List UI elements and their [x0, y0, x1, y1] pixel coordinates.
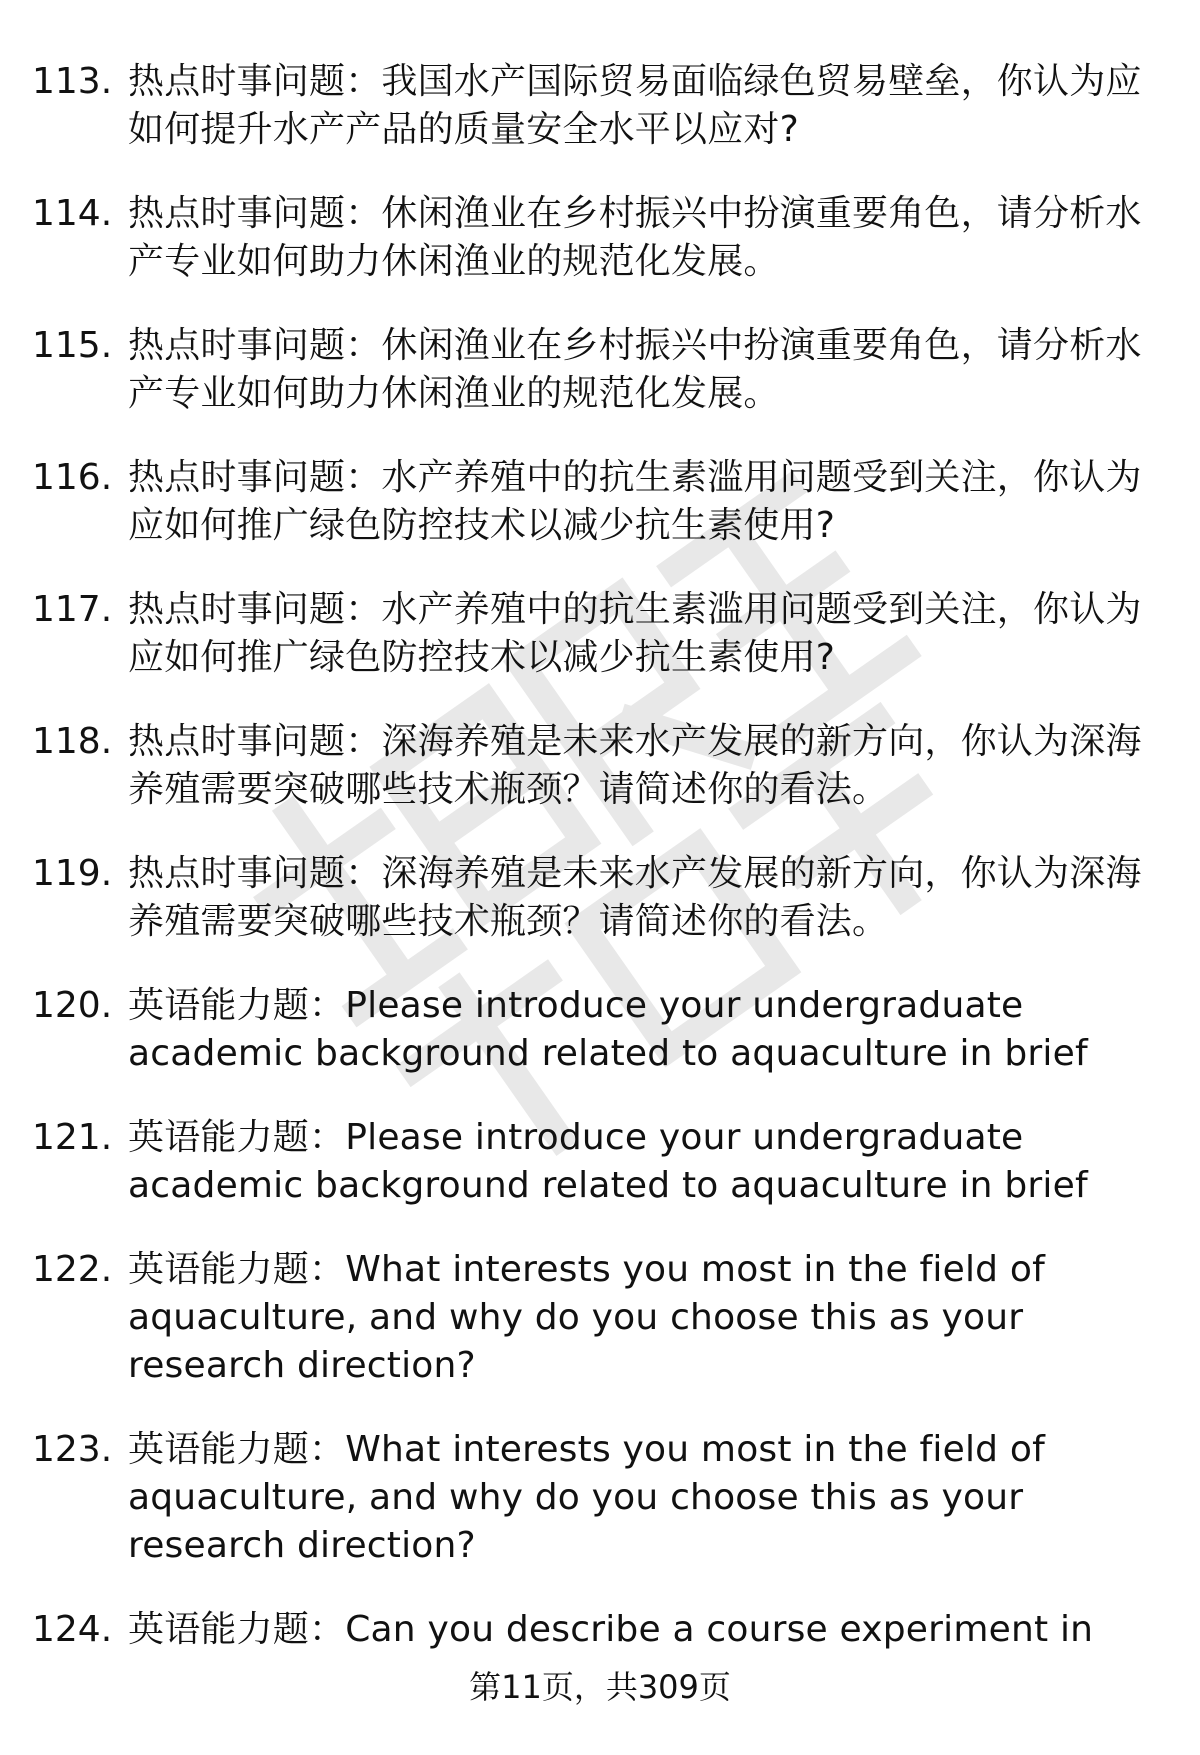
question-text-block [128, 850, 1152, 946]
list-item [32, 58, 1152, 154]
list-item [32, 454, 1152, 550]
question-text-block [128, 1606, 1152, 1654]
question-text-block [128, 586, 1152, 682]
list-item [32, 322, 1152, 418]
question-text-block [128, 322, 1152, 418]
question-number: 123. [32, 1429, 113, 1470]
question-number: 117. [32, 589, 113, 630]
question-number: 118. [32, 721, 113, 762]
question-text: 深海养殖是未来水产发展的新方向，你认为深海养殖需要突破哪些技术瓶颈？请简述你的看法。 [128, 721, 1142, 810]
question-category: 热点时事问题： [128, 325, 382, 366]
question-text: 水产养殖中的抗生素滥用问题受到关注，你认为应如何推广绿色防控技术以减少抗生素使用? [128, 589, 1142, 678]
page-number-footer: 第11页，共309页 [469, 1668, 731, 1706]
question-category: 热点时事问题： [128, 853, 382, 894]
question-category: 英语能力题： [128, 1117, 346, 1158]
question-category: 热点时事问题： [128, 721, 382, 762]
question-text-block [128, 1246, 1152, 1390]
list-item [32, 718, 1152, 814]
question-text-block [128, 1114, 1152, 1210]
question-number: 120. [32, 985, 113, 1026]
question-number: 116. [32, 457, 113, 498]
question-list [32, 58, 1152, 1690]
question-number: 115. [32, 325, 113, 366]
list-item [32, 850, 1152, 946]
question-text: Please introduce your undergraduate academic background related to aquaculture in brief [128, 1117, 1088, 1206]
question-number: 119. [32, 853, 113, 894]
question-category: 英语能力题： [128, 1429, 346, 1470]
question-text-block [128, 58, 1152, 154]
question-text: What interests you most in the field of aquaculture, and why do you choose this as your research direction? [128, 1249, 1045, 1386]
question-text: 水产养殖中的抗生素滥用问题受到关注，你认为应如何推广绿色防控技术以减少抗生素使用? [128, 457, 1142, 546]
question-category: 热点时事问题： [128, 589, 382, 630]
question-category: 英语能力题： [128, 985, 346, 1026]
question-text-block [128, 190, 1152, 286]
list-item [32, 1606, 1152, 1654]
question-text: 休闲渔业在乡村振兴中扮演重要角色，请分析水产专业如何助力休闲渔业的规范化发展。 [128, 325, 1142, 414]
question-text: What interests you most in the field of aquaculture, and why do you choose this as your research direction? [128, 1429, 1045, 1566]
list-item [32, 190, 1152, 286]
question-number: 124. [32, 1609, 113, 1650]
question-text-block [128, 454, 1152, 550]
question-text: 休闲渔业在乡村振兴中扮演重要角色，请分析水产专业如何助力休闲渔业的规范化发展。 [128, 193, 1142, 282]
list-item [32, 982, 1152, 1078]
question-text-block [128, 1426, 1152, 1570]
question-category: 英语能力题： [128, 1609, 346, 1650]
question-text: 我国水产国际贸易面临绿色贸易壁垒，你认为应如何提升水产产品的质量安全水平以应对? [128, 61, 1142, 150]
question-number: 114. [32, 193, 113, 234]
question-category: 热点时事问题： [128, 457, 382, 498]
list-item [32, 1114, 1152, 1210]
question-text: Can you describe a course experiment in [345, 1609, 1094, 1650]
question-text: Please introduce your undergraduate academic background related to aquaculture in brief [128, 985, 1088, 1074]
question-text-block [128, 718, 1152, 814]
list-item [32, 586, 1152, 682]
question-text: 深海养殖是未来水产发展的新方向，你认为深海养殖需要突破哪些技术瓶颈？请简述你的看法。 [128, 853, 1142, 942]
question-number: 113. [32, 61, 113, 102]
question-category: 热点时事问题： [128, 193, 382, 234]
question-number: 122. [32, 1249, 113, 1290]
question-category: 英语能力题： [128, 1249, 346, 1290]
list-item [32, 1246, 1152, 1390]
question-text-block [128, 982, 1152, 1078]
question-category: 热点时事问题： [128, 61, 382, 102]
list-item [32, 1426, 1152, 1570]
question-number: 121. [32, 1117, 113, 1158]
